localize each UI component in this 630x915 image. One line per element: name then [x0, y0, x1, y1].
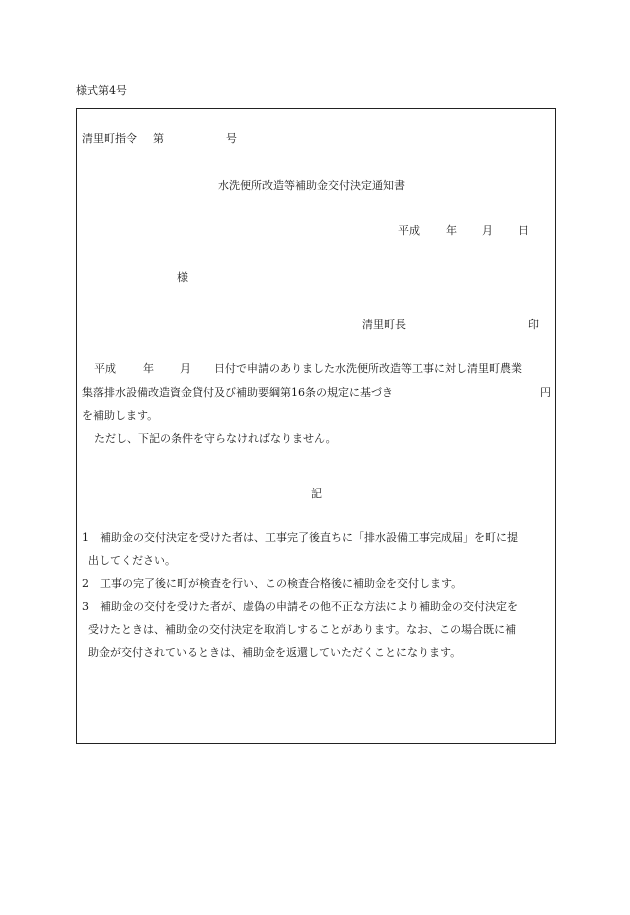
body-year: 年	[143, 362, 154, 375]
doc-number-go: 号	[226, 132, 237, 145]
condition-1-line-1: 補助金の交付決定を受けた者は、工事完了後直ちに「排水設備工事完成届」を町に提	[100, 531, 518, 544]
body-era: 平成	[94, 362, 116, 375]
condition-3-line-3: 助金が交付されているときは、補助金を返還していただくことになります。	[88, 646, 462, 659]
date-era: 平成	[398, 224, 420, 237]
condition-2-line-1: 工事の完了後に町が検査を行い、この検査合格後に補助金を交付します。	[100, 577, 463, 590]
ki-heading: 記	[311, 487, 322, 500]
body-line2-text: 集落排水設備改造資金貸付及び補助要綱第16条の規定に基づき	[82, 386, 393, 399]
condition-3-line-1: 補助金の交付を受けた者が、虚偽の申請その他不正な方法により補助金の交付決定を	[100, 600, 518, 613]
condition-1-line-2: 出してください。	[88, 554, 176, 567]
body-line3: を補助します。	[82, 409, 159, 422]
date-month: 月	[482, 224, 493, 237]
body-line4: ただし、下記の条件を守らなければなりません。	[94, 432, 337, 445]
issuer-name: 清里町長	[362, 318, 406, 331]
addressee-suffix: 様	[177, 271, 188, 284]
doc-number-dai: 第	[153, 132, 164, 145]
body-line2-yen: 円	[540, 386, 551, 399]
date-year: 年	[446, 224, 457, 237]
body-line1-text: 日付で申請のありました水洗便所改造等工事に対し清里町農業	[214, 362, 522, 375]
condition-3-num: 3	[82, 600, 89, 613]
form-number: 様式第4号	[76, 84, 127, 97]
body-month: 月	[180, 362, 191, 375]
page-title: 水洗便所改造等補助金交付決定通知書	[218, 179, 405, 192]
doc-number-prefix: 清里町指令	[82, 132, 137, 145]
condition-3-line-2: 受けたときは、補助金の交付決定を取消しすることがあります。なお、この場合既に補	[88, 623, 517, 636]
condition-1-num: 1	[82, 531, 89, 544]
date-day: 日	[518, 224, 529, 237]
condition-2-num: 2	[82, 577, 89, 590]
issuer-seal: 印	[528, 318, 539, 331]
